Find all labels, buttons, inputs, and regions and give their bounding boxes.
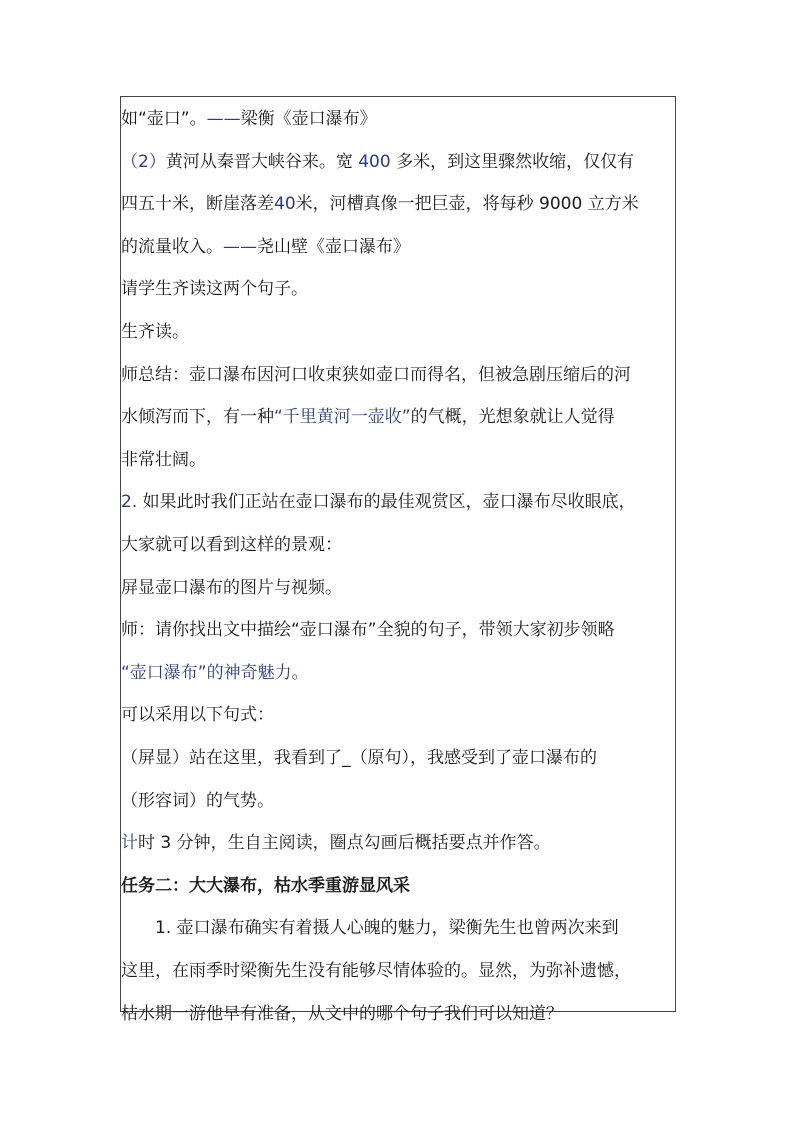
text-run: 屏显壶口瀑布的图片与视频。 [121, 577, 342, 598]
text-line [121, 994, 563, 1034]
text-run: 的气概，光想象就让人觉得 [410, 407, 615, 428]
text-run: 如果此时我们正站在壶口瀑布的最佳观赏区，壶口瀑布尽收眼底， [137, 492, 636, 513]
text-line [121, 908, 619, 948]
text-run: 2. [121, 492, 138, 513]
text-run: 任务二：大大瀑布，枯水季重游显风采 [121, 875, 410, 896]
text-line [121, 610, 615, 650]
text-line [121, 355, 631, 395]
text-run: —— [223, 236, 257, 257]
text-run: 400 [358, 151, 391, 172]
text-run: 计 [121, 833, 138, 854]
text-run: （2） [121, 151, 166, 172]
text-line [121, 440, 206, 480]
text-run: 黄河从秦晋大峡谷来。宽 [165, 151, 359, 172]
text-run: 时 3 分钟，生自主阅读，圈点勾画后概括要点并作答。 [138, 833, 551, 854]
text-line [121, 482, 636, 522]
text-run: 大家就可以看到这样的景观： [121, 535, 342, 555]
text-run: 如“壶口”。 [121, 109, 207, 129]
text-run: 可以采用以下句式： [121, 705, 274, 726]
text-run: “千里黄河一壶收” [274, 407, 411, 428]
text-run: 非常壮阔。 [121, 449, 206, 470]
text-line [121, 99, 377, 139]
text-run: （形容词）的气势。 [121, 790, 274, 811]
text-run: （屏显）站在这里，我看到了_（原句），我感受到了壶口瀑布的 [121, 748, 597, 768]
text-run: 四五十米，断崖落差 [121, 194, 274, 215]
text-run: —— [206, 109, 241, 129]
text-run: 这里，在雨季时梁衡先生没有能够尽情体验的。显然，为弥补遗憾， [121, 961, 631, 981]
text-run: 枯水期一游他早有准备，从文中的哪个句子我们可以知道？ [121, 1003, 563, 1024]
text-line [121, 951, 631, 991]
text-line [121, 695, 274, 735]
text-run: 生齐读。 [121, 322, 189, 342]
text-run: 米，河槽真像一把巨壶，将每秒 9000 立方米 [295, 194, 639, 215]
text-line [121, 823, 551, 863]
section-heading [121, 866, 410, 906]
text-line [121, 269, 308, 309]
text-run: 请学生齐读这两个句子。 [121, 279, 308, 300]
text-line [121, 781, 274, 821]
text-run: 的流量收入。 [121, 236, 223, 257]
text-line [121, 653, 309, 693]
text-run: 40 [274, 194, 296, 215]
text-run: 多米，到这里骤然收缩，仅仅有 [390, 151, 635, 172]
text-line [121, 184, 639, 224]
text-run: 师：请你找出文中描绘“壶口瀑布”全貌的句子，带领大家初步领略 [121, 620, 615, 641]
text-line [121, 568, 342, 608]
text-run: 水倾泻而下，有一种 [121, 407, 274, 428]
text-line [121, 312, 189, 352]
text-run: 梁衡《壶口瀑布》 [240, 109, 377, 129]
text-line [121, 397, 615, 437]
text-run: 师总结：壶口瀑布因河口收束狭如壶口而得名，但被急剧压缩后的河 [121, 364, 631, 385]
text-line [121, 738, 597, 778]
text-run: 1. 壶口瀑布确实有着摄人心魄的魅力，梁衡先生也曾两次来到 [155, 918, 619, 939]
text-run: “壶口瀑布”的神奇魅力。 [121, 662, 309, 683]
text-line [121, 142, 634, 182]
text-run: 尧山壁《壶口瀑布》 [257, 236, 410, 257]
text-line [121, 227, 410, 267]
text-line [121, 525, 342, 565]
